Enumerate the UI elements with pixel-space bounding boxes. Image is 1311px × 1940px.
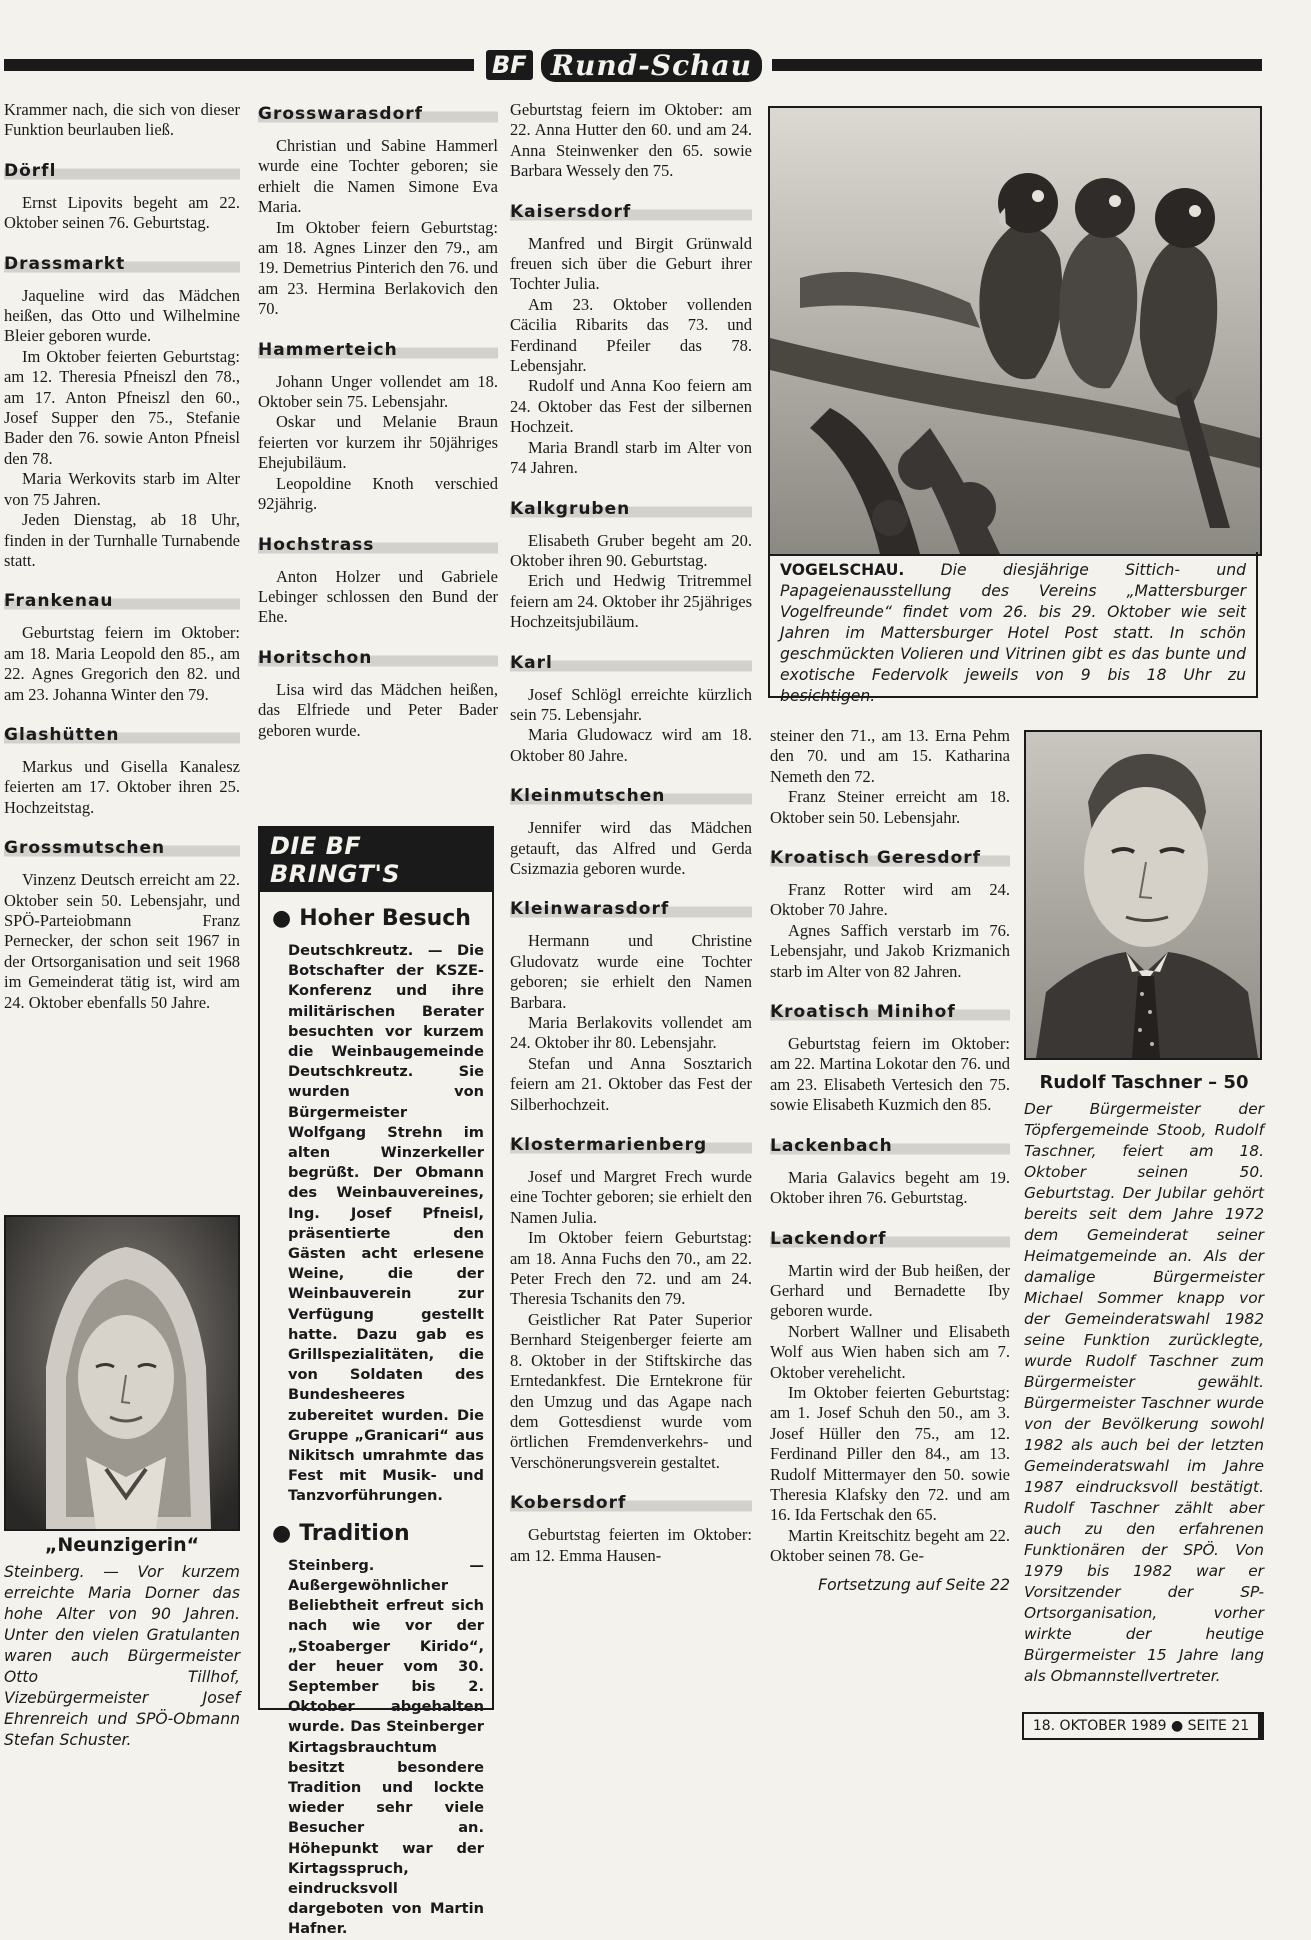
vogelschau-caption-box — [768, 552, 1258, 705]
masthead-logo — [486, 48, 762, 82]
section-kroatisch-geresdorf — [770, 846, 1010, 982]
bf-bringts-box — [258, 826, 494, 1938]
portrait-caption — [1024, 1072, 1264, 1702]
paragraph: Manfred und Birgit Grünwald freuen sich über die Geburt ihrer Tochter Julia. — [510, 233, 752, 294]
column-3 — [510, 100, 752, 1755]
section-heading: Horitschon — [258, 646, 498, 670]
section-heading: Lackendorf — [770, 1227, 1010, 1251]
paragraph: Erich und Hedwig Tritremmel feiern am 24. Oktober ihr 25jähriges Hochzeitsjubiläum. — [510, 571, 752, 632]
section-heading: Hochstrass — [258, 533, 498, 557]
section-heading: Kleinwarasdorf — [510, 897, 752, 921]
paragraph: Geburtstag feierten im Oktober: am 12. Emma Hausen- — [510, 1525, 752, 1565]
photo-vogelschau — [768, 106, 1262, 556]
man-portrait-image — [1026, 732, 1260, 1058]
section-heading: Kroatisch Minihof — [770, 1000, 1010, 1024]
box-item-heading: ● Hoher Besuch — [272, 906, 492, 931]
section-lackenbach — [770, 1134, 1010, 1209]
paragraph: Franz Steiner erreicht am 18. Oktober sein 50. Lebensjahr. — [770, 787, 1010, 827]
section-heading: Kalkgruben — [510, 497, 752, 521]
section-heading: Dörfl — [4, 159, 240, 183]
section-klostermarienberg — [510, 1133, 752, 1473]
paragraph: Agnes Saffich verstarb im 76. Lebensjahr, und Jakob Krizmanich starb im Alter von 82 Jahren. — [770, 920, 1010, 981]
section-heading: Grossmutschen — [4, 836, 240, 860]
paragraph: Jennifer wird das Mädchen getauft, das Alfred und Gerda Csizmazia geboren wurde. — [510, 818, 752, 878]
paragraph: Markus und Gisella Kanalesz feierten am 17. Oktober ihren 25. Hochzeitstag. — [4, 756, 240, 817]
section-heading: Kroatisch Geresdorf — [770, 846, 1010, 870]
paragraph: Norbert Wallner und Elisabeth Wolf aus Wien haben sich am 7. Oktober verehelicht. — [770, 1321, 1010, 1382]
photo-neunzigerin — [4, 1215, 240, 1531]
paragraph: Oskar und Melanie Braun feierten vor kurzem ihr 50jähriges Ehejubiläum. — [258, 412, 498, 473]
paragraph: Johann Unger vollendet am 18. Oktober sein 75. Lebensjahr. — [258, 371, 498, 412]
paragraph: Leopoldine Knoth verschied 92jährig. — [258, 473, 498, 514]
section-horitschon — [258, 646, 498, 741]
caption-body: Die diesjährige Sittich- und Papageienausstellung des Vereins „Mattersburger Vogelfreunde“ findet vom 26. bis 29. Oktober wie seit Jahren im Mattersburger Hotel Post statt. In schön geschmückten Volieren und Vitrinen gibt es das bunte und exotische Federvolk jeweils von 9 bis 18 Uhr zu besichtigen. — [780, 561, 1246, 705]
paragraph: Maria Werkovits starb im Alter von 75 Jahren. — [4, 469, 240, 509]
paragraph: Stefan und Anna Sosztarich feiern am 21. Oktober das Fest der Silberhochzeit. — [510, 1053, 752, 1114]
parrots-image — [770, 108, 1260, 554]
section-grosswarasdorf — [258, 102, 498, 320]
masthead-rule-right — [772, 59, 1262, 71]
paragraph: Martin Kreitschitz begeht am 22. Oktober seinen 78. Ge- — [770, 1525, 1010, 1566]
paragraph: Ernst Lipovits begeht am 22. Oktober seinen 76. Geburtstag. — [4, 192, 240, 233]
section-frankenau — [4, 589, 240, 705]
page-footer: 18. OKTOBER 1989 ● SEITE 21 — [1022, 1712, 1264, 1740]
continued-note: Fortsetzung auf Seite 22 — [818, 1575, 1010, 1594]
section-heading: Kleinmutschen — [510, 784, 752, 808]
paragraph: Jaqueline wird das Mädchen heißen, das Otto und Wilhelmine Bleier geboren wurde. — [4, 285, 240, 346]
caption-lead: VOGELSCHAU. — [780, 561, 905, 579]
paragraph: Christian und Sabine Hammerl wurde eine Tochter geboren; sie erhielt die Namen Simone Eva Maria. — [258, 136, 498, 217]
section-heading: Klostermarienberg — [510, 1133, 752, 1157]
section-hammerteich — [258, 338, 498, 515]
section-kroatisch-minihof — [770, 1000, 1010, 1116]
paragraph: Maria Berlakovits vollendet am 24. Oktober ihr 80. Lebensjahr. — [510, 1013, 752, 1053]
paragraph: Im Oktober feiern Geburtstag: am 18. Anna Fuchs den 70., am 22. Peter Frech den 72. und am 24. Theresia Tschanits den 79. — [510, 1228, 752, 1309]
box-item-tradition — [260, 1521, 492, 1940]
paragraph: Im Oktober feierten Geburtstag: am 12. Theresia Pfneiszl den 78., am 17. Anton Pfneiszl den 60., Josef Supper den 75., Stefanie Bader den 76. sowie Anton Pfneisl den 78. — [4, 346, 240, 468]
paragraph: Maria Gludowacz wird am 18. Oktober 80 Jahre. — [510, 725, 752, 765]
box-title: DIE BF BRINGT'S — [260, 828, 492, 892]
caption-text — [780, 560, 1246, 707]
section-lackendorf — [770, 1227, 1010, 1567]
paragraph: Elisabeth Gruber begeht am 20. Oktober ihren 90. Geburtstag. — [510, 530, 752, 570]
section-doerfl — [4, 159, 240, 234]
section-heading: Frankenau — [4, 589, 240, 613]
paragraph: Geistlicher Rat Pater Superior Bernhard Steigenberger feierte am 8. Oktober in der Stiftskirche das Erntedankfest. Die Erntekrone für den Umzug und das Agape nach dem Gottesdienst wurde vom örtlichen Fremdenverkehrs- und Verschönerungsverein gestaltet. — [510, 1309, 752, 1472]
paragraph: Jeden Dienstag, ab 18 Uhr, finden in der Turnhalle Turnabende statt. — [4, 510, 240, 570]
paragraph: Lisa wird das Mädchen heißen, das Elfriede und Peter Bader geboren wurde. — [258, 679, 498, 740]
paragraph: Rudolf und Anna Koo feiern am 24. Oktober das Fest der silbernen Hochzeit. — [510, 376, 752, 437]
photo-caption-neunzigerin — [4, 1535, 240, 1755]
section-kalkgruben — [510, 497, 752, 633]
paragraph: Geburtstag feiern im Oktober: am 22. Martina Lokotar den 76. und am 23. Elisabeth Vertesich den 75. sowie Elisabeth Kuzmich den 85. — [770, 1034, 1010, 1115]
paragraph: Anton Holzer und Gabriele Lebinger schlossen den Bund der Ehe. — [258, 566, 498, 627]
section-kleinmutschen — [510, 784, 752, 879]
section-heading: Hammerteich — [258, 338, 498, 362]
section-heading: Drassmarkt — [4, 252, 240, 276]
column-2 — [258, 100, 498, 820]
masthead-rule-left — [4, 59, 474, 71]
section-kleinwarasdorf — [510, 897, 752, 1115]
caption-title: „Neunzigerin“ — [44, 1534, 200, 1556]
paragraph: Josef Schlögl erreichte kürzlich sein 75. Lebensjahr. — [510, 684, 752, 724]
section-kobersdorf — [510, 1491, 752, 1566]
section-heading: Lackenbach — [770, 1134, 1010, 1158]
section-kaisersdorf — [510, 200, 752, 479]
section-hochstrass — [258, 533, 498, 628]
section-heading: Kaisersdorf — [510, 200, 752, 224]
paragraph: Geburtstag feiern im Oktober: am 18. Maria Leopold den 85., am 22. Agnes Gregorich den 82. und am 23. Johanna Winter den 79. — [4, 623, 240, 704]
woman-portrait-image — [6, 1217, 238, 1529]
section-heading: Kobersdorf — [510, 1491, 752, 1515]
paragraph: Franz Rotter wird am 24. Oktober 70 Jahre. — [770, 880, 1010, 920]
caption-text: Der Bürgermeister der Töpfergemeinde Stoob, Rudolf Taschner, feiert am 18. Oktober seinen 50. Geburtstag. Der Jubilar gehört bereits seit dem Jahre 1972 dem Gemeinderat seiner Heimatgemeinde an. Als der damalige Bürgermeister Michael Sommer knapp vor der Gemeinderatswahl 1982 seine Funktion zurücklegte, wurde Rudolf Taschner zum Bürgermeister gewählt. Bürgermeister Taschner wurde von der Bevölkerung sowohl 1982 als auch bei der letzten Gemeinderatswahl im Jahre 1987 eindrucksvoll bestätigt. Rudolf Taschner zählt aber auch zu den erfahrenen Funktionären der SPÖ. Von 1979 bis 1982 war er Vorsitzender der SP-Ortsorganisation, vorher wirkte der heutige Bürgermeister 15 Jahre lang als Obmannstellvertreter. — [1024, 1100, 1264, 1685]
paragraph: Josef und Margret Frech wurde eine Tochter geboren; sie erhielt den Namen Julia. — [510, 1167, 752, 1227]
paragraph: Am 23. Oktober vollenden Cäcilia Ribarits das 73. und Ferdinand Pfeiler das 78. Lebensjahr. — [510, 294, 752, 376]
section-glashuetten — [4, 723, 240, 818]
column-1 — [4, 100, 240, 1195]
continued-text: Krammer nach, die sich von dieser Funktion beurlauben ließ. — [4, 100, 240, 140]
paragraph: Maria Brandl starb im Alter von 74 Jahren. — [510, 437, 752, 478]
box-item-heading: ● Tradition — [272, 1521, 492, 1546]
column-4 — [770, 726, 1010, 1766]
paragraph: Maria Galavics begeht am 19. Oktober ihren 76. Geburtstag. — [770, 1167, 1010, 1208]
section-karl — [510, 651, 752, 767]
paragraph: Im Oktober feiern Geburtstag: am 18. Agnes Linzer den 79., am 19. Demetrius Pinterich den 76. und am 23. Hermina Berlakovich den 70. — [258, 217, 498, 319]
section-heading: Grosswarasdorf — [258, 102, 498, 126]
box-item-hoher-besuch — [260, 906, 492, 1507]
caption-title: Rudolf Taschner – 50 — [1039, 1072, 1249, 1093]
caption-text: Steinberg. — Vor kurzem erreichte Maria Dorner das hohe Alter von 90 Jahren. Unter den vielen Gratulanten waren auch Bürgermeister Otto Tillhof, Vizebürgermeister Josef Ehrenreich und SPÖ-Obmann Stefan Schuster. — [4, 1563, 240, 1749]
bf-badge: BF — [486, 50, 533, 80]
photo-rudolf-taschner — [1024, 730, 1262, 1060]
section-title: Rund-Schau — [541, 49, 762, 82]
masthead — [0, 48, 1311, 82]
box-item-text: Deutschkreutz. — Die Botschafter der KSZE-Konferenz und ihre militärischen Berater besuchten vor kurzem die Weinbaugemeinde Deutschkreutz. Sie wurden von Bürgermeister Wolfgang Strehn im alten Winzerkeller begrüßt. Der Obmann des Weinbauvereines, Ing. Josef Pfneisl, präsentierte den Gästen acht erlesene Weine, die der Weinbauverein zur Verfügung gestellt hatte. Dazu gab es Grillspezialitäten, die von Soldaten des Bundesheeres zubereitet wurden. Die Gruppe „Granicari“ aus Nikitsch umrahmte das Fest mit Musik- und Tanzvorführungen. — [288, 942, 484, 1505]
paragraph: Vinzenz Deutsch erreicht am 22. Oktober sein 50. Lebensjahr, und SPÖ-Parteiobmann Franz Pernecker, der schon seit 1967 in der Ortsorganisation und seit 1968 im Gemeinderat tätig ist, wird am 24. Oktober ebenfalls 50 Jahre. — [4, 870, 240, 1012]
section-heading: Glashütten — [4, 723, 240, 747]
paragraph: Im Oktober feierten Geburtstag: am 1. Josef Schuh den 50., am 3. Josef Hüller den 75., am 12. Ferdinand Piller den 84., am 13. Rudolf Mittermayer den 50. sowie Theresia Klafsky den 72. und am 16. Ida Fertschak den 65. — [770, 1382, 1010, 1525]
section-grossmutschen — [4, 836, 240, 1013]
continued-text: steiner den 71., am 13. Erna Pehm den 70. und am 15. Katharina Nemeth den 72. — [770, 726, 1010, 786]
paragraph: Hermann und Christine Gludovatz wurde eine Tochter geboren; sie erhielt den Namen Barbara. — [510, 931, 752, 1012]
section-heading: Karl — [510, 651, 752, 675]
section-drassmarkt — [4, 252, 240, 572]
continued-text: Geburtstag feiern im Oktober: am 22. Anna Hutter den 60. und am 24. Anna Steinwenker den 65. sowie Barbara Wessely den 75. — [510, 100, 752, 181]
paragraph: Martin wird der Bub heißen, der Gerhard und Bernadette Iby geboren wurde. — [770, 1260, 1010, 1321]
box-item-text: Steinberg. — Außergewöhnlicher Beliebtheit erfreut sich nach wie vor der „Stoaberger Kirido“, der heuer vom 30. September bis 2. Oktober abgehalten wurde. Das Steinberger Kirtagsbrauchtum besitzt besondere Tradition und lockte wieder sehr viele Besucher an. Höhepunkt war der Kirtagsspruch, eindrucksvoll dargeboten von Martin Hafner. — [288, 1556, 484, 1938]
